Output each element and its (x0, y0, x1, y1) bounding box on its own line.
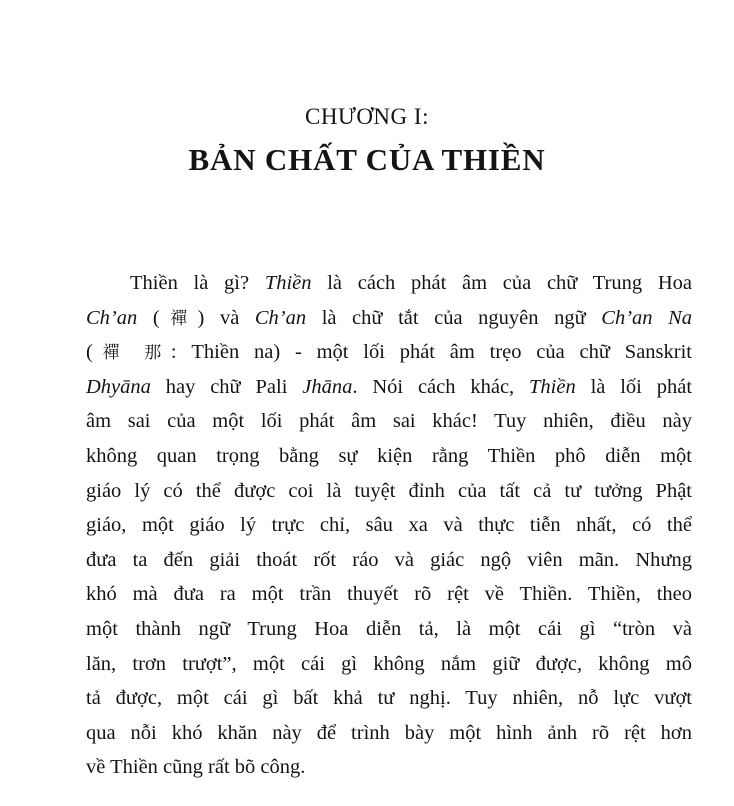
italic-term: Ch’an (254, 306, 307, 329)
text-run: không quan trọng bằng sự kiện rằng Thiền phô diễn một (86, 444, 692, 467)
text-run: ( (86, 341, 93, 364)
paragraph-line (86, 681, 692, 716)
italic-term: Ch’an (86, 306, 138, 329)
paragraph-line (86, 439, 692, 474)
text-run: . Nói cách khác, (352, 375, 530, 398)
chapter-number-heading: CHƯƠNG I: (305, 104, 429, 129)
italic-term: Thiền (529, 375, 576, 398)
text-run: ( (137, 306, 160, 329)
paragraph-line (86, 612, 692, 647)
italic-term: Ch’an Na (601, 306, 693, 329)
text-run: đưa ta đến giải thoát rốt ráo và giác ngộ viên mãn. Nhưng (86, 548, 692, 571)
text-run: về Thiền cũng rất bõ công. (86, 756, 306, 779)
text-run: Thiền là gì? (130, 272, 265, 294)
chinese-characters: 禪 那 (92, 343, 171, 364)
body-paragraph (86, 266, 692, 785)
text-run: hay chữ Pali (150, 375, 303, 398)
text-run: giáo lý có thể được coi là tuyệt đỉnh của tất cả tư tưởng Phật (86, 479, 692, 502)
text-run: tả được, một cái gì bất khả tư nghị. Tuy nhiên, nỗ lực vượt (86, 687, 692, 710)
text-run: là chữ tắt của nguyên ngữ (306, 306, 602, 329)
text-run: : Thiền na) - một lối phát âm trẹo của chữ Sanskrit (170, 341, 692, 364)
paragraph-line (86, 716, 692, 751)
paragraph-line (86, 508, 692, 543)
paragraph-line (86, 404, 692, 439)
text-run: ) và (197, 306, 255, 329)
paragraph-line (86, 266, 692, 301)
chinese-characters: 禪 (159, 308, 198, 329)
italic-term: Dhyāna (86, 375, 151, 398)
text-run: một thành ngữ Trung Hoa diễn tả, là một cái gì “tròn và (86, 617, 692, 640)
paragraph-line (86, 750, 692, 785)
text-run: qua nỗi khó khăn này để trình bày một hình ảnh rõ rệt hơn (86, 721, 692, 744)
italic-term: Thiền (264, 272, 312, 294)
paragraph-line (86, 577, 692, 612)
paragraph-line (86, 301, 692, 336)
text-run: lăn, trơn trượt”, một cái gì không nắm giữ được, không mô (86, 652, 692, 675)
text-run: âm sai của một lối phát âm sai khác! Tuy nhiên, điều này (86, 410, 692, 433)
chapter-title-heading: BẢN CHẤT CỦA THIỀN (188, 142, 546, 177)
text-run: là cách phát âm của chữ Trung Hoa (311, 272, 693, 294)
paragraph-line (86, 543, 692, 578)
text-run: là lối phát (575, 375, 693, 398)
italic-term: Jhāna (302, 375, 353, 398)
paragraph-line (86, 474, 692, 509)
paragraph-line (86, 335, 692, 370)
paragraph-line (86, 647, 692, 682)
text-run: giáo, một giáo lý trực chỉ, sâu xa và thực tiễn nhất, có thể (86, 514, 692, 537)
text-run: khó mà đưa ra một trần thuyết rõ rệt về Thiền. Thiền, theo (86, 583, 692, 606)
paragraph-line (86, 370, 692, 405)
